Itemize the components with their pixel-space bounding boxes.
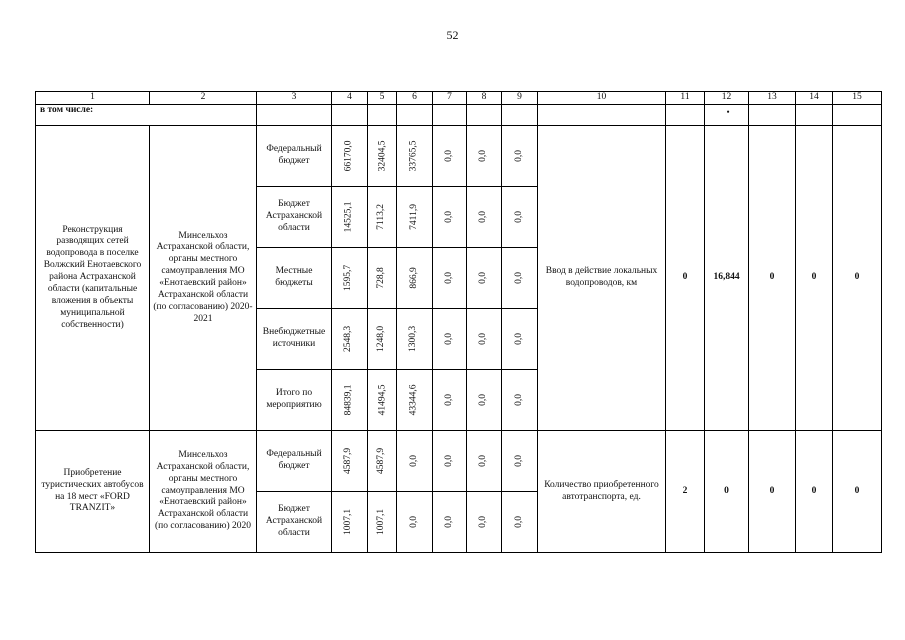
col-header: 15	[833, 92, 882, 105]
funding-source: Итого по мероприятию	[257, 370, 332, 431]
col-header: 6	[397, 92, 433, 105]
indicator-value: 0	[796, 126, 833, 431]
funding-source: Федеральный бюджет	[257, 126, 332, 187]
value-cell: 1007,1	[343, 508, 354, 536]
value-cell: 0,0	[478, 272, 489, 284]
funding-source: Федеральный бюджет	[257, 431, 332, 492]
col-header: 2	[150, 92, 257, 105]
col-header: 1	[36, 92, 150, 105]
value-cell: 0,0	[443, 394, 454, 406]
page-number: 52	[446, 28, 459, 42]
col-header: 9	[502, 92, 538, 105]
funding-source: Внебюджетные источники	[257, 309, 332, 370]
value-cell: 1248,0	[376, 325, 387, 353]
value-cell: 866,9	[408, 267, 419, 289]
value-cell: 0,0	[443, 455, 454, 467]
funding-source: Бюджет Астраханской области	[257, 492, 332, 553]
value-cell: 0,0	[478, 394, 489, 406]
value-cell: 84839,1	[343, 384, 354, 416]
value-cell: 0,0	[443, 333, 454, 345]
funding-source: Местные бюджеты	[257, 248, 332, 309]
program-table	[35, 91, 882, 553]
value-cell: 728,8	[376, 267, 387, 289]
value-cell: 1300,3	[408, 325, 419, 353]
project-executor: Минсельхоз Астраханской области, органы местного самоуправления МО «Енотаевский район» Астраханской области (по согласованию) 2020-2021	[150, 126, 257, 431]
indicator-value: 16,844	[705, 126, 749, 431]
value-cell: 0,0	[478, 333, 489, 345]
indicator-value: 0	[666, 126, 705, 431]
value-cell: 0,0	[513, 272, 524, 284]
value-cell: 0,0	[513, 394, 524, 406]
subheader-row: в том числе: •	[36, 105, 882, 126]
indicator-value: 2	[666, 431, 705, 553]
project-name: Приобретение туристических автобусов на 18 мест «FORD TRANZIT»	[36, 431, 150, 553]
value-cell: 4587,9	[343, 447, 354, 475]
value-cell: 14525,1	[343, 201, 354, 233]
col-header: 10	[538, 92, 666, 105]
col-header: 4	[332, 92, 368, 105]
value-cell: 2548,3	[343, 325, 354, 353]
value-cell: 4587,9	[376, 447, 387, 475]
indicator-value: 0	[796, 431, 833, 553]
col-header: 3	[257, 92, 332, 105]
value-cell: 0,0	[513, 150, 524, 162]
col-header: 14	[796, 92, 833, 105]
indicator: Ввод в действие локальных водопроводов, км	[538, 126, 666, 431]
value-cell: 0,0	[478, 516, 489, 528]
value-cell: 41494,5	[377, 384, 388, 416]
indicator-value: 0	[833, 431, 882, 553]
header-row	[36, 92, 882, 105]
project-executor: Минсельхоз Астраханской области, органы местного самоуправления МО «Енотаевский район» Астраханской области (по согласованию) 2020	[150, 431, 257, 553]
col-header: 8	[467, 92, 502, 105]
value-cell: 0,0	[513, 455, 524, 467]
value-cell: 0,0	[443, 150, 454, 162]
indicator-value: 0	[705, 431, 749, 553]
subheader-label: в том числе:	[36, 105, 257, 126]
value-cell: 0,0	[443, 272, 454, 284]
funding-source: Бюджет Астраханской области	[257, 187, 332, 248]
value-cell: 0,0	[513, 211, 524, 223]
table-row	[36, 431, 882, 492]
value-cell: 32404,5	[377, 140, 388, 172]
project-name: Реконструкция разводящих сетей водопровода в поселке Волжский Енотаевского района Астраханской области (капитальные вложения в объекты муниципальной собственности)	[36, 126, 150, 431]
value-cell: 66170,0	[343, 140, 354, 172]
col-header: 7	[433, 92, 467, 105]
col-header: 11	[666, 92, 705, 105]
value-cell: 0,0	[478, 150, 489, 162]
value-cell: 7113,2	[376, 204, 387, 230]
value-cell: 0,0	[478, 211, 489, 223]
value-cell: 33765,5	[408, 140, 419, 172]
value-cell: 0,0	[408, 516, 419, 528]
value-cell: 0,0	[478, 455, 489, 467]
indicator: Количество приобретенного автотранспорта, ед.	[538, 431, 666, 553]
col-header: 5	[368, 92, 397, 105]
indicator-value: 0	[833, 126, 882, 431]
value-cell: 1595,7	[343, 264, 354, 292]
col-header: 13	[749, 92, 796, 105]
indicator-value: 0	[749, 126, 796, 431]
value-cell: 0,0	[513, 333, 524, 345]
value-cell: 0,0	[408, 455, 419, 467]
value-cell: 0,0	[513, 516, 524, 528]
table-row	[36, 126, 882, 187]
col-header: 12	[705, 92, 749, 105]
value-cell: 0,0	[443, 211, 454, 223]
value-cell: 7411,9	[408, 204, 419, 230]
indicator-value: 0	[749, 431, 796, 553]
value-cell: 1007,1	[376, 508, 387, 536]
value-cell: 43344,6	[408, 384, 419, 416]
value-cell: 0,0	[443, 516, 454, 528]
